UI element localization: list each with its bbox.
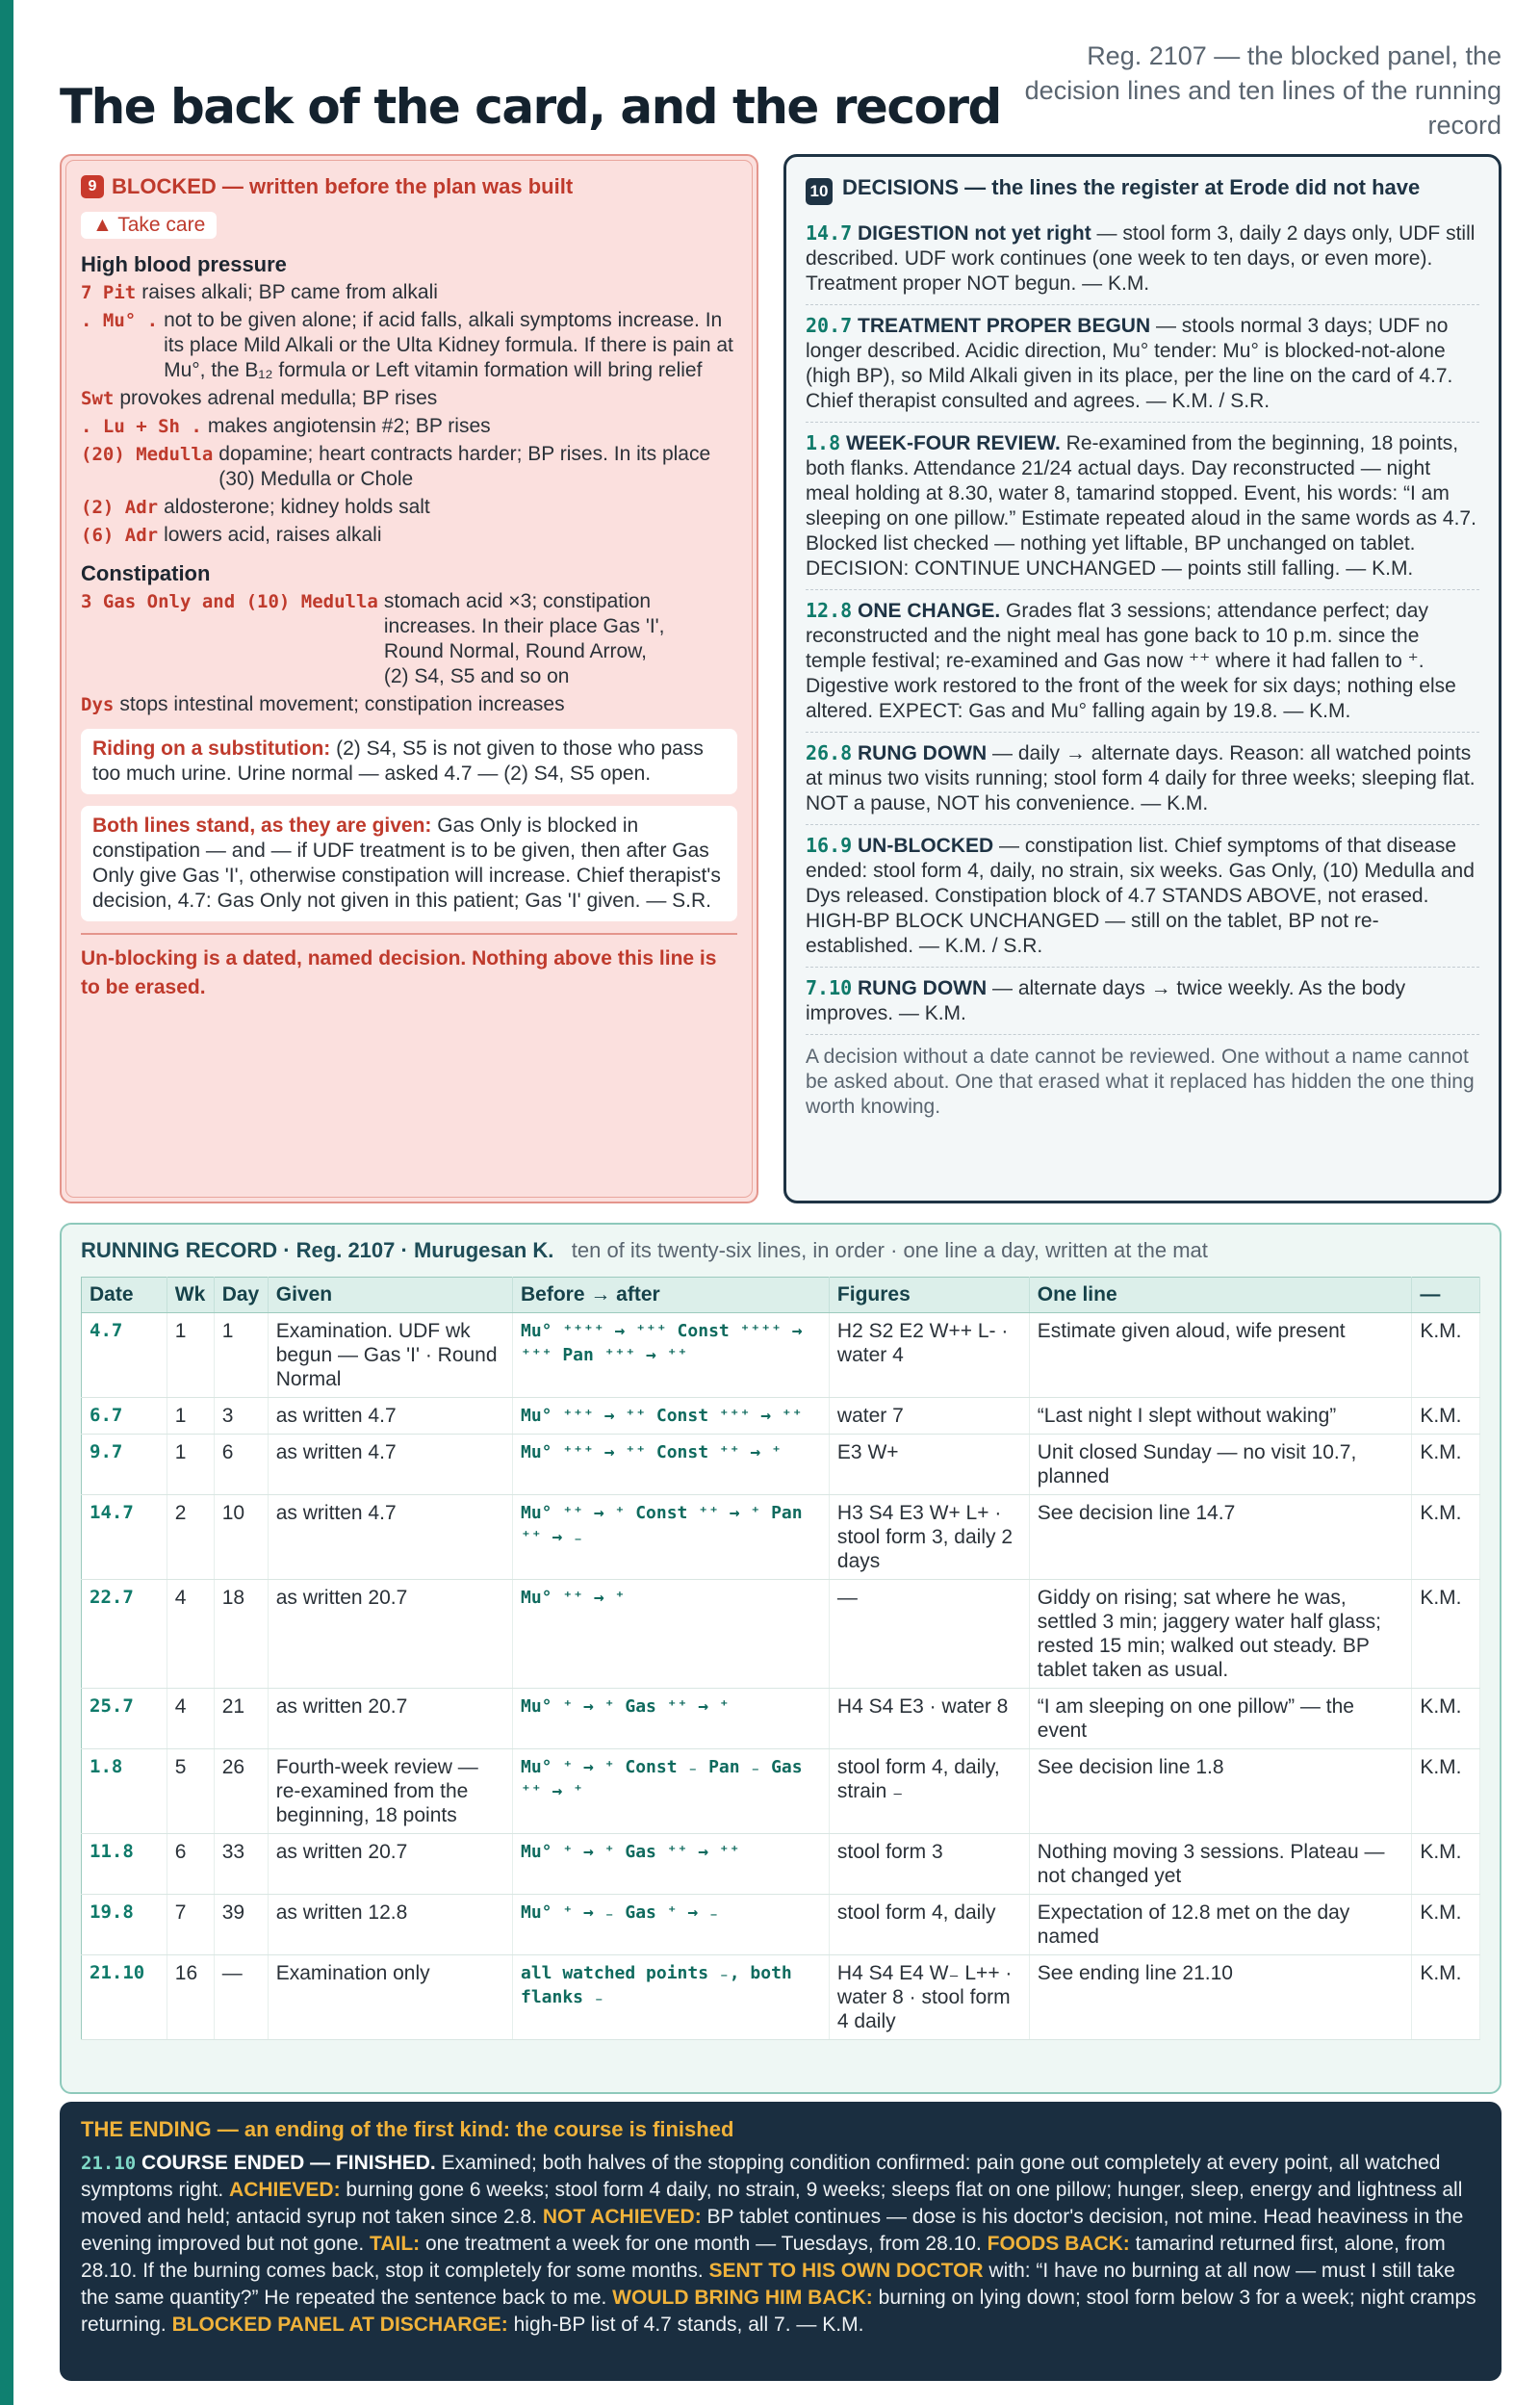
record-day: 1	[214, 1313, 268, 1398]
record-day: 21	[214, 1689, 268, 1749]
page-title: The back of the card, and the record	[60, 79, 1001, 135]
record-day: 26	[214, 1749, 268, 1834]
record-one-line: “Last night I slept without waking”	[1029, 1398, 1412, 1435]
record-day: 18	[214, 1580, 268, 1689]
record-figures: E3 W+	[829, 1435, 1029, 1495]
record-one-line: Giddy on rising; sat where he was, settled 3 min; jaggery water half glass; rested 15 min; walked out steady. BP tablet taken as usual.	[1029, 1580, 1412, 1689]
blocked-line: 3 Gas Only and (10) Medulla stomach acid ×3; constipation increases. In their place Gas 'I', Round Normal, Round Arrow, (2) S4, S5 and so on	[81, 590, 665, 687]
would-bring-back-label: WOULD BRING HIM BACK:	[612, 2287, 873, 2309]
high-bp-list	[81, 280, 737, 548]
ending-panel	[60, 2102, 1502, 2381]
take-care-badge: ▲ Take care	[81, 212, 217, 239]
blocked-line: (2) Adr aldosterone; kidney holds salt	[81, 496, 430, 518]
record-one-line: See decision line 1.8	[1029, 1749, 1412, 1834]
record-week: 1	[167, 1398, 214, 1435]
top-columns	[60, 154, 1502, 1203]
record-figures: stool form 4, daily, strain ₋	[829, 1749, 1029, 1834]
record-before-after: Mu° ⁺⁺⁺ → ⁺⁺ Const ⁺⁺⁺ → ⁺⁺	[513, 1398, 830, 1435]
page-header	[60, 29, 1502, 152]
record-week: 2	[167, 1495, 214, 1580]
record-figures: stool form 3	[829, 1834, 1029, 1895]
record-initials: K.M.	[1412, 1834, 1480, 1895]
record-row	[82, 1955, 1480, 2040]
constipation-list	[81, 589, 737, 717]
high-bp-title: High blood pressure	[81, 252, 287, 276]
record-body	[82, 1313, 1480, 2040]
foods-back-text: tamarind returned first, alone, from 28.10. If the burning comes back, stop it completely for some months.	[81, 2233, 1446, 2282]
blocked-line: (6) Adr lowers acid, raises alkali	[81, 524, 382, 546]
record-date: 9.7	[82, 1435, 167, 1495]
record-week: 4	[167, 1689, 214, 1749]
record-date: 1.8	[82, 1749, 167, 1834]
not-achieved-label: NOT ACHIEVED:	[542, 2206, 702, 2228]
foods-back-label: FOODS BACK:	[987, 2233, 1130, 2255]
record-before-after: Mu° ⁺⁺⁺⁺ → ⁺⁺⁺ Const ⁺⁺⁺⁺ → ⁺⁺⁺ Pan ⁺⁺⁺ → ⁺⁺	[513, 1313, 830, 1398]
record-figures: —	[829, 1580, 1029, 1689]
record-day: —	[214, 1955, 268, 2040]
decision-line: 20.7 TREATMENT PROPER BEGUN — stools normal 3 days; UDF no longer described. Acidic direction, Mu° tender: Mu° is blocked-not-alone (high BP), so Mild Alkali given in its place, per the line on the card of 4.7. Chief therapist consulted and agrees. — K.M. / S.R.	[806, 305, 1479, 423]
ending-finished: COURSE ENDED — FINISHED.	[141, 2152, 436, 2174]
record-one-line: “I am sleeping on one pillow” — the event	[1029, 1689, 1412, 1749]
record-before-after: Mu° ⁺ → ⁺ Gas ⁺⁺ → ⁺⁺	[513, 1834, 830, 1895]
ending-date: 21.10	[81, 2153, 137, 2174]
decisions-panel	[783, 154, 1502, 1203]
decision-line: 7.10 RUNG DOWN — alternate days → twice weekly. As the body improves. — K.M.	[806, 968, 1479, 1035]
record-figures: H4 S4 E3 · water 8	[829, 1689, 1029, 1749]
record-date: 11.8	[82, 1834, 167, 1895]
would-bring-back-text: burning on lying down; stool form below 3 for a week; night cramps returning.	[81, 2287, 1476, 2336]
running-record-panel	[60, 1223, 1502, 2094]
blocked-number-badge: 9	[81, 175, 104, 198]
decision-list	[806, 213, 1479, 1035]
unblocking-rule: Un-blocking is a dated, named decision. Nothing above this line is to be erased.	[81, 933, 737, 1002]
record-initials: K.M.	[1412, 1495, 1480, 1580]
record-day: 10	[214, 1495, 268, 1580]
record-day: 3	[214, 1398, 268, 1435]
decision-line: 26.8 RUNG DOWN — daily → alternate days. Reason: all watched points at minus two visits running; stool form 4 daily for three weeks; sleeping flat. NOT a pause, NOT his convenience. — K.M.	[806, 733, 1479, 825]
record-row	[82, 1435, 1480, 1495]
record-date: 4.7	[82, 1313, 167, 1398]
column-header: Before → after	[513, 1278, 830, 1313]
record-given: as written 4.7	[268, 1495, 512, 1580]
decisions-heading	[806, 174, 1479, 205]
record-given: as written 4.7	[268, 1398, 512, 1435]
blocked-line: 7 Pit raises alkali; BP came from alkali	[81, 281, 438, 303]
decision-line: 16.9 UN-BLOCKED — constipation list. Chief symptoms of that disease ended: stool form 4, daily, no strain, six weeks. Gas Only, (10) Medulla and Dys released. Constipation block of 4.7 STANDS ABOVE, not erased. HIGH-BP BLOCK UNCHANGED — still on the tablet, BP not re-established. — K.M. / S.R.	[806, 825, 1479, 968]
record-date: 22.7	[82, 1580, 167, 1689]
record-week: 4	[167, 1580, 214, 1689]
constipation-title: Constipation	[81, 561, 211, 585]
record-row	[82, 1689, 1480, 1749]
record-row	[82, 1895, 1480, 1955]
blocked-panel-discharge-text: high-BP list of 4.7 stands, all 7. — K.M.	[507, 2314, 864, 2336]
blocked-panel-discharge-label: BLOCKED PANEL AT DISCHARGE:	[171, 2314, 508, 2336]
record-initials: K.M.	[1412, 1398, 1480, 1435]
record-one-line: Estimate given aloud, wife present	[1029, 1313, 1412, 1398]
decisions-heading-text: DECISIONS — the lines the register at Erode did not have	[842, 175, 1421, 199]
record-before-after: Mu° ⁺⁺ → ⁺	[513, 1580, 830, 1689]
ending-text: Examined; both halves of the stopping condition confirmed: pain gone out completely at every point, all watched symptoms right.	[81, 2152, 1441, 2201]
blocked-line: . Lu + Sh . makes angiotensin #2; BP rises	[81, 415, 491, 437]
accent-sidebar-bar	[0, 0, 13, 2405]
record-figures: H4 S4 E4 W₋ L++ · water 8 · stool form 4 daily	[829, 1955, 1029, 2040]
record-day: 6	[214, 1435, 268, 1495]
record-given: Fourth-week review — re-examined from the beginning, 18 points	[268, 1749, 512, 1834]
record-figures: H2 S2 E2 W++ L- · water 4	[829, 1313, 1029, 1398]
record-given: as written 12.8	[268, 1895, 512, 1955]
record-row	[82, 1495, 1480, 1580]
column-header: Given	[268, 1278, 512, 1313]
record-row	[82, 1398, 1480, 1435]
blocked-line: Dys stops intestinal movement; constipation increases	[81, 693, 565, 715]
record-title: RUNNING RECORD · Reg. 2107 · Murugesan K.	[81, 1238, 554, 1262]
record-date: 21.10	[82, 1955, 167, 2040]
record-before-after: Mu° ⁺⁺⁺ → ⁺⁺ Const ⁺⁺ → ⁺	[513, 1435, 830, 1495]
achieved-text: burning gone 6 weeks; stool form 4 daily, no strain, 9 weeks; sleeps flat on one pillow; hunger, sleep, energy and lightness all moved and held; antacid syrup not taken since 2.8.	[81, 2179, 1463, 2228]
record-day: 39	[214, 1895, 268, 1955]
blocked-line: (20) Medulla dopamine; heart contracts harder; BP rises. In its place (30) Medulla or Chole	[81, 443, 711, 490]
blocked-heading	[81, 173, 737, 200]
record-day: 33	[214, 1834, 268, 1895]
record-before-after: Mu° ⁺ → ⁺ Gas ⁺⁺ → ⁺	[513, 1689, 830, 1749]
record-row	[82, 1749, 1480, 1834]
record-initials: K.M.	[1412, 1580, 1480, 1689]
record-subtitle: ten of its twenty-six lines, in order · one line a day, written at the mat	[571, 1238, 1208, 1262]
record-given: as written 20.7	[268, 1834, 512, 1895]
decision-line: 14.7 DIGESTION not yet right — stool form 3, daily 2 days only, UDF still described. UDF work continues (one week to ten days, or even more). Treatment proper NOT begun. — K.M.	[806, 213, 1479, 305]
record-one-line: See ending line 21.10	[1029, 1955, 1412, 2040]
decision-line: 12.8 ONE CHANGE. Grades flat 3 sessions; attendance perfect; day reconstructed and the night meal has gone back to 10 p.m. since the temple festival; re-examined and Gas now ⁺⁺ where it had fallen to ⁺. Digestive work restored to the front of the week for six days; nothing else altered. EXPECT: Gas and Mu° falling again by 19.8. — K.M.	[806, 590, 1479, 733]
record-date: 14.7	[82, 1495, 167, 1580]
record-given: as written 4.7	[268, 1435, 512, 1495]
record-week: 5	[167, 1749, 214, 1834]
record-initials: K.M.	[1412, 1313, 1480, 1398]
record-initials: K.M.	[1412, 1955, 1480, 2040]
tail-text: one treatment a week for one month — Tuesdays, from 28.10.	[420, 2233, 988, 2255]
record-row	[82, 1580, 1480, 1689]
not-achieved-text: BP tablet continues — dose is his doctor's decision, not mine. Head heaviness in the evening improved but not gone.	[81, 2206, 1464, 2255]
record-figures: stool form 4, daily	[829, 1895, 1029, 1955]
record-week: 1	[167, 1313, 214, 1398]
record-table	[81, 1277, 1480, 2040]
registration-note: Reg. 2107 — the blocked panel, the decision lines and ten lines of the running record	[1024, 41, 1502, 140]
riding-note: Riding on a substitution: (2) S4, S5 is not given to those who pass too much urine. Urine normal — asked 4.7 — (2) S4, S5 open.	[81, 729, 737, 794]
record-before-after: Mu° ⁺ → ₋ Gas ⁺ → ₋	[513, 1895, 830, 1955]
record-given: Examination. UDF wk begun — Gas 'I' · Round Normal	[268, 1313, 512, 1398]
decision-line: 1.8 WEEK-FOUR REVIEW. Re-examined from the beginning, 18 points, both flanks. Attendance 21/24 actual days. Day reconstructed — night meal holding at 8.30, water 8, tamarind stopped. Event, his words: “I am sleeping on one pillow.” Estimate repeated aloud in the same words as 4.7. Blocked list checked — nothing yet liftable, BP unchanged on tablet. DECISION: CONTINUE UNCHANGED — points still falling. — K.M.	[806, 423, 1479, 590]
record-given: as written 20.7	[268, 1580, 512, 1689]
record-week: 6	[167, 1834, 214, 1895]
sent-to-doctor-text: with: “I have no burning at all now — must I still take the same quantity?” He repeated the sentence back to me.	[81, 2260, 1455, 2309]
tail-label: TAIL:	[370, 2233, 421, 2255]
ending-body	[81, 2150, 1480, 2339]
decisions-number-badge: 10	[806, 178, 833, 205]
record-row	[82, 1834, 1480, 1895]
record-date: 25.7	[82, 1689, 167, 1749]
record-before-after: Mu° ⁺ → ⁺ Const ₋ Pan ₋ Gas ⁺⁺ → ⁺	[513, 1749, 830, 1834]
record-given: as written 20.7	[268, 1689, 512, 1749]
record-one-line: Nothing moving 3 sessions. Plateau — not changed yet	[1029, 1834, 1412, 1895]
column-header: Figures	[829, 1278, 1029, 1313]
record-heading	[81, 1238, 1480, 1263]
sent-to-doctor-label: SENT TO HIS OWN DOCTOR	[708, 2260, 984, 2282]
record-initials: K.M.	[1412, 1435, 1480, 1495]
record-one-line: Expectation of 12.8 met on the day named	[1029, 1895, 1412, 1955]
record-header-row	[82, 1278, 1480, 1313]
ending-title: THE ENDING — an ending of the first kind: the course is finished	[81, 2117, 734, 2141]
record-date: 19.8	[82, 1895, 167, 1955]
blocked-line: . Mu° . not to be given alone; if acid falls, alkali symptoms increase. In its place Mild Alkali or the Ulta Kidney formula. If there is pain at Mu°, the B₁₂ formula or Left vitamin formation will bring relief	[81, 309, 733, 381]
blocked-line: Swt provokes adrenal medulla; BP rises	[81, 387, 438, 409]
decisions-footer: A decision without a date cannot be reviewed. One without a name cannot be asked about. One that erased what it replaced has hidden the one thing worth knowing.	[806, 1046, 1475, 1118]
column-header: Date	[82, 1278, 167, 1313]
column-header: One line	[1029, 1278, 1412, 1313]
record-one-line: Unit closed Sunday — no visit 10.7, planned	[1029, 1435, 1412, 1495]
column-header: Day	[214, 1278, 268, 1313]
blocked-panel	[60, 154, 758, 1203]
record-initials: K.M.	[1412, 1749, 1480, 1834]
record-one-line: See decision line 14.7	[1029, 1495, 1412, 1580]
record-figures: water 7	[829, 1398, 1029, 1435]
record-week: 7	[167, 1895, 214, 1955]
page	[60, 29, 1502, 2336]
record-date: 6.7	[82, 1398, 167, 1435]
column-header: —	[1412, 1278, 1480, 1313]
both-lines-note: Both lines stand, as they are given: Gas Only is blocked in constipation — and — if UDF treatment is to be given, then after Gas Only give Gas 'I', otherwise constipation will increase. Chief therapist's decision, 4.7: Gas Only not given in this patient; Gas 'I' given. — S.R.	[81, 806, 737, 921]
record-row	[82, 1313, 1480, 1398]
record-week: 16	[167, 1955, 214, 2040]
blocked-heading-text: BLOCKED — written before the plan was built	[112, 174, 574, 198]
record-before-after: all watched points ₋, both flanks ₋	[513, 1955, 830, 2040]
column-header: Wk	[167, 1278, 214, 1313]
record-figures: H3 S4 E3 W+ L+ · stool form 3, daily 2 days	[829, 1495, 1029, 1580]
achieved-label: ACHIEVED:	[229, 2179, 341, 2201]
record-given: Examination only	[268, 1955, 512, 2040]
record-week: 1	[167, 1435, 214, 1495]
record-initials: K.M.	[1412, 1895, 1480, 1955]
record-initials: K.M.	[1412, 1689, 1480, 1749]
record-before-after: Mu° ⁺⁺ → ⁺ Const ⁺⁺ → ⁺ Pan ⁺⁺ → ₋	[513, 1495, 830, 1580]
